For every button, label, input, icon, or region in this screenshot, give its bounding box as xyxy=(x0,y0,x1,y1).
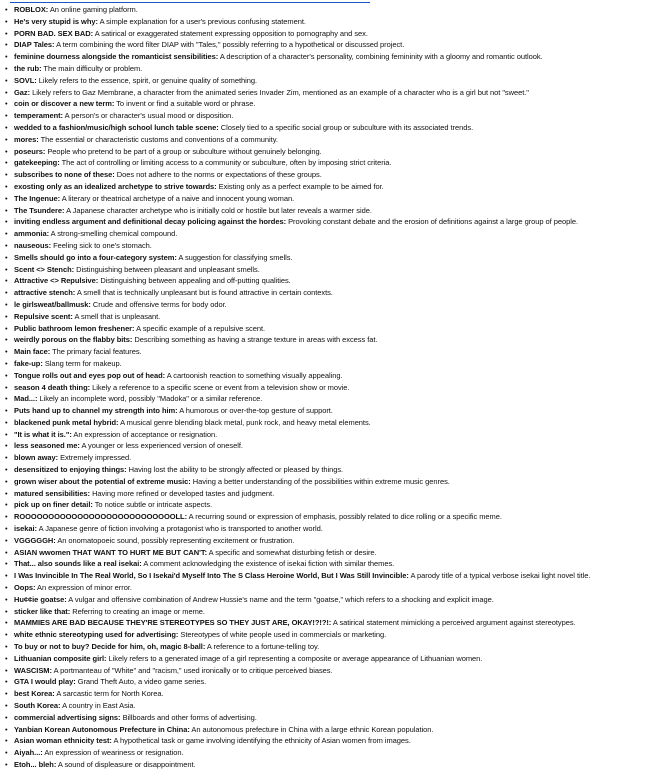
list-item-term: Yanbian Korean Autonomous Prefecture in China: xyxy=(14,724,190,734)
list-item-term: desensitized to enjoying things: xyxy=(14,465,127,475)
bullet-icon: • xyxy=(5,276,8,286)
list-item-definition: A strong-smelling chemical compound. xyxy=(50,229,178,239)
bullet-icon: • xyxy=(5,559,8,569)
bullet-icon: • xyxy=(5,417,8,427)
list-item xyxy=(5,429,670,441)
list-item xyxy=(5,287,670,299)
list-item-definition: Slang term for makeup. xyxy=(44,358,122,368)
list-item xyxy=(5,735,670,747)
bullet-icon: • xyxy=(5,535,8,545)
list-item-term: sticker like that: xyxy=(14,606,71,616)
bullet-icon: • xyxy=(5,441,8,451)
list-item xyxy=(5,240,670,252)
bullet-icon: • xyxy=(5,16,8,26)
list-item xyxy=(5,370,670,382)
list-item xyxy=(5,63,670,75)
list-item-definition: Likely a reference to a specific scene or event from a television show or movie. xyxy=(92,382,350,392)
list-item-term: pick up on finer detail: xyxy=(14,500,93,510)
list-item-definition: Describing something as having a strange texture in areas with excess fat. xyxy=(134,335,378,345)
list-item xyxy=(5,464,670,476)
list-item xyxy=(5,382,670,394)
list-item xyxy=(5,653,670,665)
list-item-term: commercial advertising signs: xyxy=(14,712,121,722)
list-item xyxy=(5,393,670,405)
list-item-definition: Referring to creating an image or meme. xyxy=(72,606,205,616)
list-item-term: SOVL: xyxy=(14,75,37,85)
list-item xyxy=(5,747,670,759)
list-item xyxy=(5,122,670,134)
list-item-term: matured sensibilities: xyxy=(14,488,91,498)
list-item-term: grown wiser about the potential of extreme music: xyxy=(14,476,191,486)
list-item-definition: A country in East Asia. xyxy=(62,701,136,711)
list-item-definition: A reference to a fortune-telling toy. xyxy=(206,642,320,652)
list-item xyxy=(5,299,670,311)
list-item xyxy=(5,535,670,547)
bullet-icon: • xyxy=(5,712,8,722)
list-item-term: nauseous: xyxy=(14,240,52,250)
list-item-term: ROOOOOOOOOOOOOOOOOOOOOOOOOOOLL: xyxy=(14,512,188,522)
list-item-term: le girlsweat/ballmusk: xyxy=(14,299,91,309)
list-item-definition: To invent or find a suitable word or phrase. xyxy=(116,99,256,109)
list-item xyxy=(5,617,670,629)
list-item-term: gatekeeping: xyxy=(14,158,60,168)
list-item xyxy=(5,358,670,370)
list-item xyxy=(5,724,670,736)
bullet-icon: • xyxy=(5,630,8,640)
list-item-definition: Distinguishing between pleasant and unpleasant smells. xyxy=(76,264,260,274)
list-item-term: inviting endless argument and definitional decay policing against the hordes: xyxy=(14,217,287,227)
list-item-definition: Feeling sick to one's stomach. xyxy=(53,240,152,250)
bullet-icon: • xyxy=(5,524,8,534)
list-item-definition: A Japanese character archetype who is initially cold or hostile but later reveals a warmer side. xyxy=(66,205,372,215)
list-item xyxy=(5,264,670,276)
list-item xyxy=(5,676,670,688)
bullet-icon: • xyxy=(5,134,8,144)
list-item xyxy=(5,16,670,28)
list-item-term: Lithuanian composite girl: xyxy=(14,653,107,663)
bullet-icon: • xyxy=(5,606,8,616)
list-item-definition: A sound of displeasure or disappointment. xyxy=(57,760,196,769)
list-item-definition: A literary or theatrical archetype of a naive and innocent young woman. xyxy=(61,193,295,203)
list-item-term: Oops: xyxy=(14,583,36,593)
list-item-term: WASCISM: xyxy=(14,665,52,675)
bullet-icon: • xyxy=(5,240,8,250)
list-item-term: VGGGGGH: xyxy=(14,535,56,545)
list-item-term: weirdly porous on the flabby bits: xyxy=(14,335,133,345)
list-item-definition: Grand Theft Auto, a video game series. xyxy=(77,677,207,687)
list-item xyxy=(5,629,670,641)
bullet-icon: • xyxy=(5,40,8,50)
glossary-list xyxy=(5,4,670,771)
list-item-definition: Crude and offensive terms for body odor. xyxy=(92,299,227,309)
bullet-icon: • xyxy=(5,547,8,557)
list-item-definition: A term combining the word filter DIAP with "Tales," possibly referring to a hypothetical or discussed project. xyxy=(56,40,405,50)
bullet-icon: • xyxy=(5,288,8,298)
bullet-icon: • xyxy=(5,429,8,439)
list-item xyxy=(5,523,670,535)
list-item xyxy=(5,216,670,228)
list-item-definition: A person's or character's usual mood or disposition. xyxy=(64,111,234,121)
bullet-icon: • xyxy=(5,347,8,357)
list-item-term: coin or discover a new term: xyxy=(14,99,115,109)
list-item-term: Mad...: xyxy=(14,394,38,404)
bullet-icon: • xyxy=(5,724,8,734)
list-item xyxy=(5,181,670,193)
list-item-definition: A humorous or over-the-top gesture of support. xyxy=(179,406,333,416)
bullet-icon: • xyxy=(5,476,8,486)
list-item xyxy=(5,665,670,677)
list-item-definition: A satirical or exaggerated statement expressing opposition to pornography and sex. xyxy=(94,28,368,38)
bullet-icon: • xyxy=(5,689,8,699)
list-item-definition: A simple explanation for a user's previous confusing statement. xyxy=(99,16,306,26)
list-item xyxy=(5,87,670,99)
list-item-term: "It is what it is.": xyxy=(14,429,72,439)
list-item-term: feminine dourness alongside the romanticist sensibilities: xyxy=(14,52,219,62)
list-item-definition: An expression of acceptance or resignation. xyxy=(73,429,218,439)
list-item-definition: A portmanteau of "White" and "racism," used ironically or to critique perceived biases. xyxy=(53,665,333,675)
list-item-definition: Closely tied to a specific social group or subculture with its associated trends. xyxy=(220,122,474,132)
list-item xyxy=(5,346,670,358)
list-item-term: DIAP Tales: xyxy=(14,40,55,50)
bullet-icon: • xyxy=(5,618,8,628)
bullet-icon: • xyxy=(5,370,8,380)
bullet-icon: • xyxy=(5,453,8,463)
list-item-definition: An online gaming platform. xyxy=(49,5,138,14)
list-item-term: isekai: xyxy=(14,524,37,534)
bullet-icon: • xyxy=(5,653,8,663)
list-item-definition: Having more refined or developed tastes and judgment. xyxy=(92,488,275,498)
list-item xyxy=(5,688,670,700)
bullet-icon: • xyxy=(5,736,8,746)
list-item xyxy=(5,700,670,712)
list-item xyxy=(5,228,670,240)
list-item-term: GTA I would play: xyxy=(14,677,76,687)
list-item-definition: A smell that is technically unpleasant but is found attractive in certain contexts. xyxy=(76,288,333,298)
list-item xyxy=(5,511,670,523)
bullet-icon: • xyxy=(5,642,8,652)
list-item-definition: A Japanese genre of fiction involving a protagonist who is transported to another world. xyxy=(38,524,323,534)
list-item-term: Aiyah...: xyxy=(14,748,43,758)
list-item-definition: Extremely impressed. xyxy=(60,453,132,463)
list-item-definition: Provoking constant debate and the erosion of definitions against a large group of people. xyxy=(288,217,579,227)
list-item-definition: A comment acknowledging the existence of isekai fiction with similar themes. xyxy=(143,559,395,569)
list-item-term: ASIAN wwomen THAT WANT TO HURT ME BUT CAN'T: xyxy=(14,547,208,557)
list-item-definition: A vulgar and offensive combination of Andrew Hussie's name and the term "goatse," which refers to a shocking and explicit image. xyxy=(68,594,494,604)
list-item xyxy=(5,169,670,181)
list-item xyxy=(5,558,670,570)
list-item xyxy=(5,547,670,559)
list-item-definition: A description of a character's personality, combining femininity with a gloomy and romantic outlook. xyxy=(219,52,543,62)
bullet-icon: • xyxy=(5,465,8,475)
bullet-icon: • xyxy=(5,335,8,345)
list-item-definition: Distinguishing between appealing and off-putting qualities. xyxy=(100,276,291,286)
bullet-icon: • xyxy=(5,677,8,687)
list-item xyxy=(5,405,670,417)
list-item xyxy=(5,39,670,51)
list-item-term: Etoh... bleh: xyxy=(14,760,57,769)
list-item-term: Public bathroom lemon freshener: xyxy=(14,323,135,333)
bullet-icon: • xyxy=(5,382,8,392)
list-item-term: I Was Invincible In The Real World, So I Isekai'd Myself Into The S Class Heroine World, But I Was Still Invincible: xyxy=(14,571,409,581)
list-item xyxy=(5,134,670,146)
list-item-definition: A younger or less experienced version of oneself. xyxy=(81,441,243,451)
bullet-icon: • xyxy=(5,146,8,156)
bullet-icon: • xyxy=(5,205,8,215)
list-item-definition: A specific and somewhat disturbing fetish or desire. xyxy=(208,547,377,557)
list-item-term: mores: xyxy=(14,134,39,144)
list-item-definition: A sarcastic term for North Korea. xyxy=(56,689,164,699)
list-item-definition: The primary facial features. xyxy=(52,347,142,357)
list-item-term: Hu¢¢ie goatse: xyxy=(14,594,67,604)
bullet-icon: • xyxy=(5,181,8,191)
list-item-definition: A recurring sound or expression of emphasis, possibly related to dice rolling or a specific meme. xyxy=(188,512,502,522)
list-item-term: ammonia: xyxy=(14,229,50,239)
bullet-icon: • xyxy=(5,748,8,758)
list-item-term: white ethnic stereotyping used for advertising: xyxy=(14,630,179,640)
bullet-icon: • xyxy=(5,5,8,14)
list-item-term: less seasoned me: xyxy=(14,441,80,451)
list-item xyxy=(5,146,670,158)
list-item xyxy=(5,252,670,264)
list-item-term: To buy or not to buy? Decide for him, oh, magic 8-ball: xyxy=(14,642,206,652)
bullet-icon: • xyxy=(5,760,8,769)
list-item-term: MAMMIES ARE BAD BECAUSE THEY'RE STEREOTYPES SO THEY JUST ARE, OKAY!?!?!: xyxy=(14,618,332,628)
list-item-definition: A suggestion for classifying smells. xyxy=(178,252,293,262)
list-item-term: Tongue rolls out and eyes pop out of head: xyxy=(14,370,166,380)
list-item xyxy=(5,606,670,618)
list-item-definition: Billboards and other forms of advertising. xyxy=(122,712,257,722)
bullet-icon: • xyxy=(5,28,8,38)
bullet-icon: • xyxy=(5,99,8,109)
bullet-icon: • xyxy=(5,52,8,62)
list-item xyxy=(5,193,670,205)
list-item xyxy=(5,641,670,653)
list-item-definition: Stereotypes of white people used in commercials or marketing. xyxy=(180,630,387,640)
bullet-icon: • xyxy=(5,299,8,309)
bullet-icon: • xyxy=(5,311,8,321)
list-item-definition: Existing only as a perfect example to be aimed for. xyxy=(218,181,384,191)
list-item-term: Smells should go into a four-category system: xyxy=(14,252,177,262)
bullet-icon: • xyxy=(5,394,8,404)
list-item-definition: Likely an incomplete word, possibly "Madoka" or a similar reference. xyxy=(39,394,263,404)
cropped-link-underline xyxy=(10,0,370,3)
list-item-term: poseurs: xyxy=(14,146,46,156)
bullet-icon: • xyxy=(5,406,8,416)
list-item xyxy=(5,759,670,771)
list-item-definition: A satirical statement mimicking a perceived argument against stereotypes. xyxy=(332,618,576,628)
list-item-term: fake-up: xyxy=(14,358,43,368)
list-item xyxy=(5,311,670,323)
bullet-icon: • xyxy=(5,583,8,593)
bullet-icon: • xyxy=(5,122,8,132)
list-item-term: South Korea: xyxy=(14,701,61,711)
bullet-icon: • xyxy=(5,75,8,85)
bullet-icon: • xyxy=(5,512,8,522)
list-item-term: temperament: xyxy=(14,111,63,121)
list-item-definition: Does not adhere to the norms or expectations of these groups. xyxy=(116,170,322,180)
list-item xyxy=(5,712,670,724)
list-item xyxy=(5,417,670,429)
list-item xyxy=(5,75,670,87)
list-item-definition: Having lost the ability to be strongly affected or pleased by things. xyxy=(128,465,344,475)
list-item-definition: Likely refers to Gaz Membrane, a character from the animated series Invader Zim, mentioned as an example of a character who is a girl but not "sweet." xyxy=(32,87,529,97)
list-item xyxy=(5,594,670,606)
list-item xyxy=(5,51,670,63)
list-item-definition: The main difficulty or problem. xyxy=(43,63,143,73)
bullet-icon: • xyxy=(5,87,8,97)
list-item xyxy=(5,157,670,169)
list-item xyxy=(5,4,670,16)
list-item-term: ROBLOX: xyxy=(14,5,49,14)
list-item-definition: An onomatopoeic sound, possibly representing excitement or frustration. xyxy=(57,535,295,545)
bullet-icon: • xyxy=(5,252,8,262)
bullet-icon: • xyxy=(5,323,8,333)
list-item-definition: A cartoonish reaction to something visually appealing. xyxy=(166,370,343,380)
list-item-definition: An expression of minor error. xyxy=(37,583,132,593)
list-item-term: attractive stench: xyxy=(14,288,76,298)
list-item-term: exosting only as an idealized archetype to strive towards: xyxy=(14,181,217,191)
bullet-icon: • xyxy=(5,264,8,274)
list-item-term: best Korea: xyxy=(14,689,55,699)
bullet-icon: • xyxy=(5,594,8,604)
bullet-icon: • xyxy=(5,111,8,121)
list-item-term: PORN BAD. SEX BAD: xyxy=(14,28,94,38)
list-item-definition: The act of controlling or limiting access to a community or subculture, often by imposing strict criteria. xyxy=(61,158,392,168)
bullet-icon: • xyxy=(5,701,8,711)
list-item-term: Attractive <> Repulsive: xyxy=(14,276,99,286)
list-item xyxy=(5,570,670,582)
bullet-icon: • xyxy=(5,193,8,203)
list-item-definition: A smell that is unpleasant. xyxy=(74,311,161,321)
bullet-icon: • xyxy=(5,571,8,581)
bullet-icon: • xyxy=(5,63,8,73)
list-item-definition: An expression of weariness or resignation. xyxy=(44,748,184,758)
list-item-term: Asian woman ethnicity test: xyxy=(14,736,112,746)
list-item xyxy=(5,476,670,488)
list-item xyxy=(5,323,670,335)
list-item-definition: A hypothetical task or game involving identifying the ethnicity of Asian women from images. xyxy=(113,736,411,746)
list-item-definition: People who pretend to be part of a group or subculture without genuinely belonging. xyxy=(47,146,322,156)
bullet-icon: • xyxy=(5,488,8,498)
list-item-term: the rub: xyxy=(14,63,42,73)
list-item xyxy=(5,28,670,40)
list-item xyxy=(5,275,670,287)
list-item-term: subscribes to none of these: xyxy=(14,170,115,180)
list-item xyxy=(5,488,670,500)
list-item-term: That... also sounds like a real isekai: xyxy=(14,559,142,569)
list-item-definition: The essential or characteristic customs and conventions of a community. xyxy=(40,134,278,144)
list-item-term: Main face: xyxy=(14,347,51,357)
list-item-term: blackened punk metal hybrid: xyxy=(14,417,119,427)
bullet-icon: • xyxy=(5,170,8,180)
list-item-term: He's very stupid is why: xyxy=(14,16,98,26)
list-item-term: blown away: xyxy=(14,453,59,463)
list-item xyxy=(5,334,670,346)
list-item-term: Puts hand up to channel my strength into him: xyxy=(14,406,178,416)
list-item-term: Scent <> Stench: xyxy=(14,264,75,274)
bullet-icon: • xyxy=(5,217,8,227)
list-item-term: The Ingenue: xyxy=(14,193,61,203)
list-item xyxy=(5,205,670,217)
list-item xyxy=(5,440,670,452)
list-item-definition: Likely refers to a generated image of a girl representing a composite or average appearance of Lithuanian women. xyxy=(108,653,483,663)
list-item-definition: To notice subtle or intricate aspects. xyxy=(94,500,213,510)
list-item-definition: A parody title of a typical verbose isekai light novel title. xyxy=(410,571,591,581)
list-item xyxy=(5,582,670,594)
bullet-icon: • xyxy=(5,665,8,675)
list-item xyxy=(5,499,670,511)
bullet-icon: • xyxy=(5,500,8,510)
bullet-icon: • xyxy=(5,229,8,239)
list-item-term: wedded to a fashion/music/high school lunch table scene: xyxy=(14,122,219,132)
list-item-definition: Having a better understanding of the possibilities within extreme music genres. xyxy=(192,476,450,486)
list-item xyxy=(5,98,670,110)
list-item-definition: A specific example of a repulsive scent. xyxy=(136,323,266,333)
list-item xyxy=(5,110,670,122)
list-item-term: Repulsive scent: xyxy=(14,311,73,321)
list-item-definition: An autonomous prefecture in China with a large ethnic Korean population. xyxy=(191,724,434,734)
bullet-icon: • xyxy=(5,158,8,168)
list-item-definition: Likely refers to the essence, spirit, or genuine quality of something. xyxy=(38,75,258,85)
list-item-term: season 4 death thing: xyxy=(14,382,91,392)
list-item xyxy=(5,452,670,464)
list-item-term: Gaz: xyxy=(14,87,31,97)
bullet-icon: • xyxy=(5,358,8,368)
list-item-term: The Tsundere: xyxy=(14,205,65,215)
list-item-definition: A musical genre blending black metal, punk rock, and heavy metal elements. xyxy=(120,417,371,427)
